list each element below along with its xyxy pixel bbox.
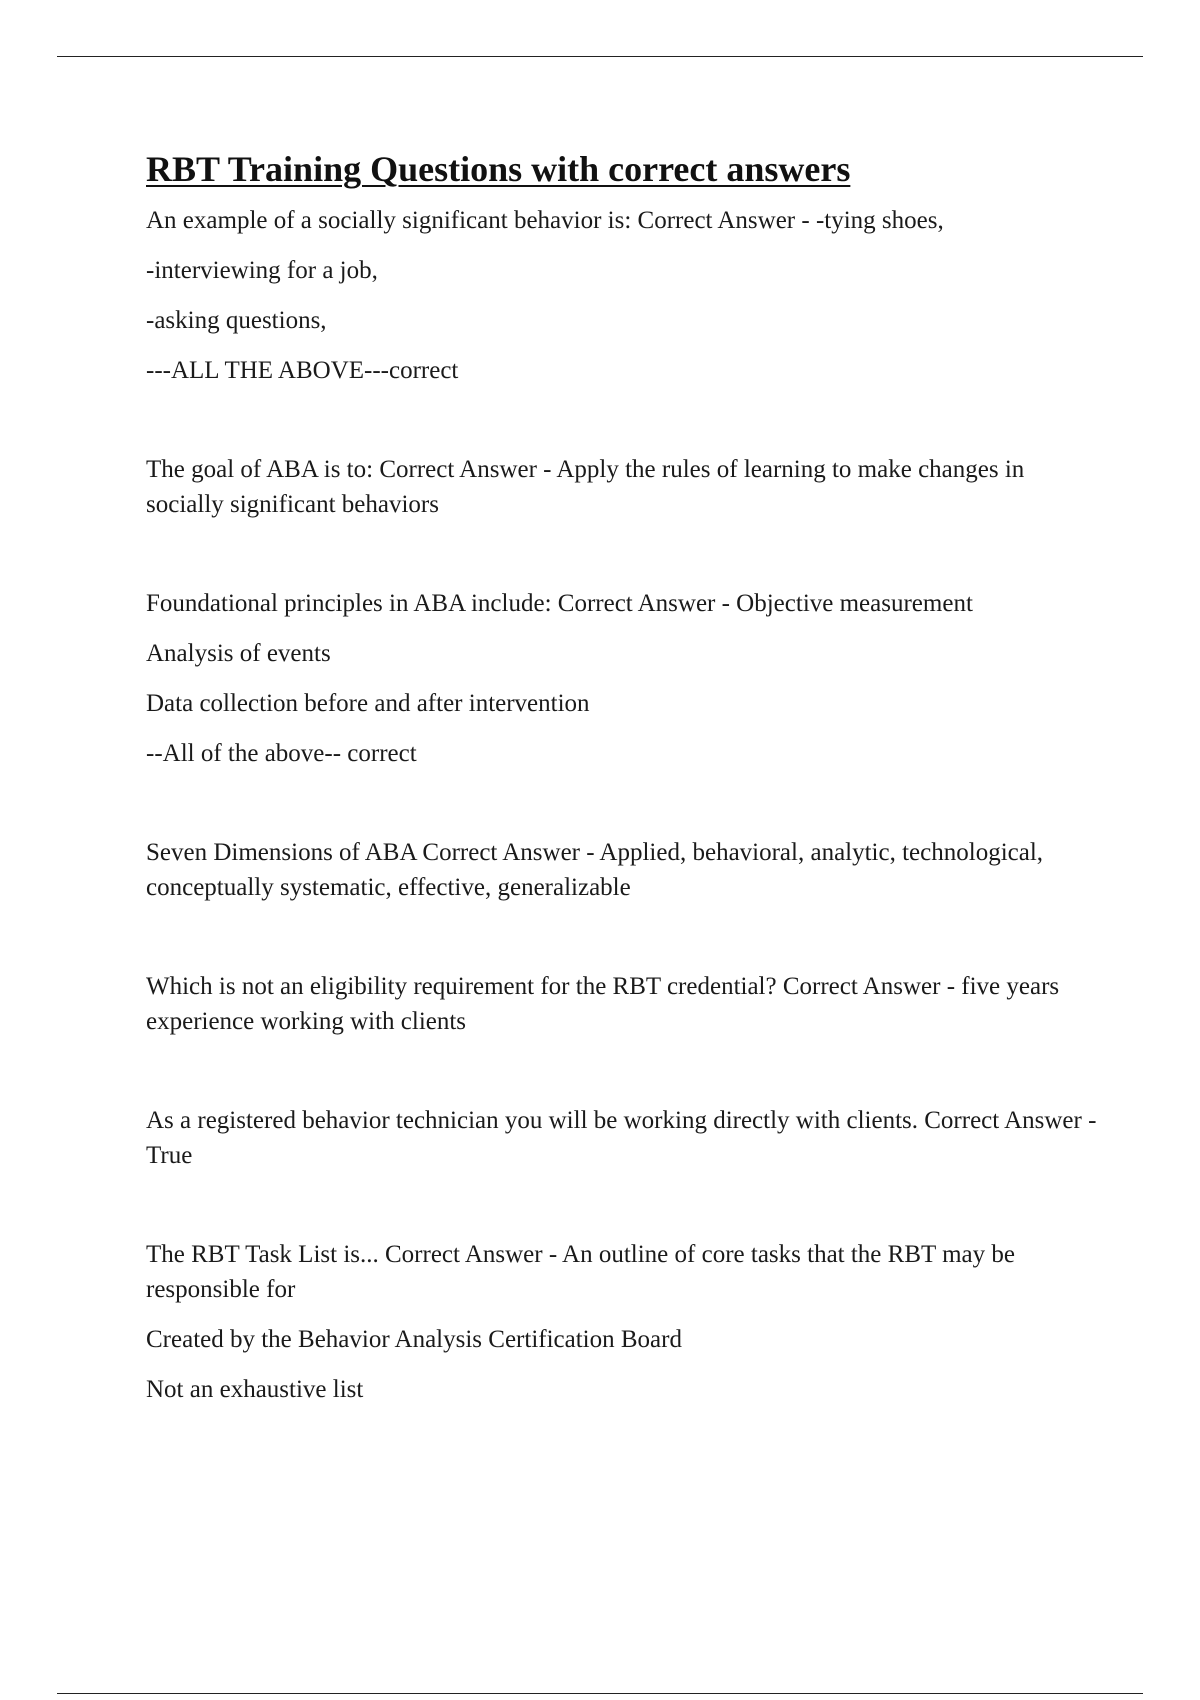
qa-item	[146, 1103, 1106, 1173]
qa-line: Foundational principles in ABA include: Correct Answer - Objective measurement	[146, 590, 973, 617]
qa-item	[146, 969, 1106, 1039]
qa-item	[146, 586, 1106, 771]
qa-item	[146, 452, 1106, 522]
qa-line: Created by the Behavior Analysis Certification Board	[146, 1326, 682, 1353]
qa-item	[146, 203, 1106, 388]
qa-line: As a registered behavior technician you will be working directly with clients. Correct Answer - True	[146, 1107, 1097, 1169]
qa-line: An example of a socially significant behavior is: Correct Answer - -tying shoes,	[146, 207, 944, 234]
qa-line: -asking questions,	[146, 307, 327, 334]
qa-line: ---ALL THE ABOVE---correct	[146, 357, 459, 384]
qa-line: The RBT Task List is... Correct Answer - An outline of core tasks that the RBT may be responsible for	[146, 1241, 1015, 1303]
qa-line: --All of the above-- correct	[146, 740, 417, 767]
footer-rule	[57, 1693, 1143, 1694]
qa-line: Not an exhaustive list	[146, 1376, 364, 1403]
header-rule	[57, 56, 1143, 57]
qa-line: Seven Dimensions of ABA Correct Answer - Applied, behavioral, analytic, technological, conceptually systematic, effective, generalizable	[146, 839, 1044, 901]
qa-line: Data collection before and after intervention	[146, 690, 590, 717]
qa-line: -interviewing for a job,	[146, 257, 378, 284]
qa-item	[146, 1237, 1106, 1407]
qa-line: Analysis of events	[146, 640, 331, 667]
qa-line: The goal of ABA is to: Correct Answer - Apply the rules of learning to make changes in socially significant behaviors	[146, 456, 1025, 518]
document-body	[146, 145, 1106, 1471]
qa-item	[146, 835, 1106, 905]
document-title: RBT Training Questions with correct answers	[146, 149, 851, 189]
qa-line: Which is not an eligibility requirement for the RBT credential? Correct Answer - five years experience working with clients	[146, 973, 1060, 1035]
